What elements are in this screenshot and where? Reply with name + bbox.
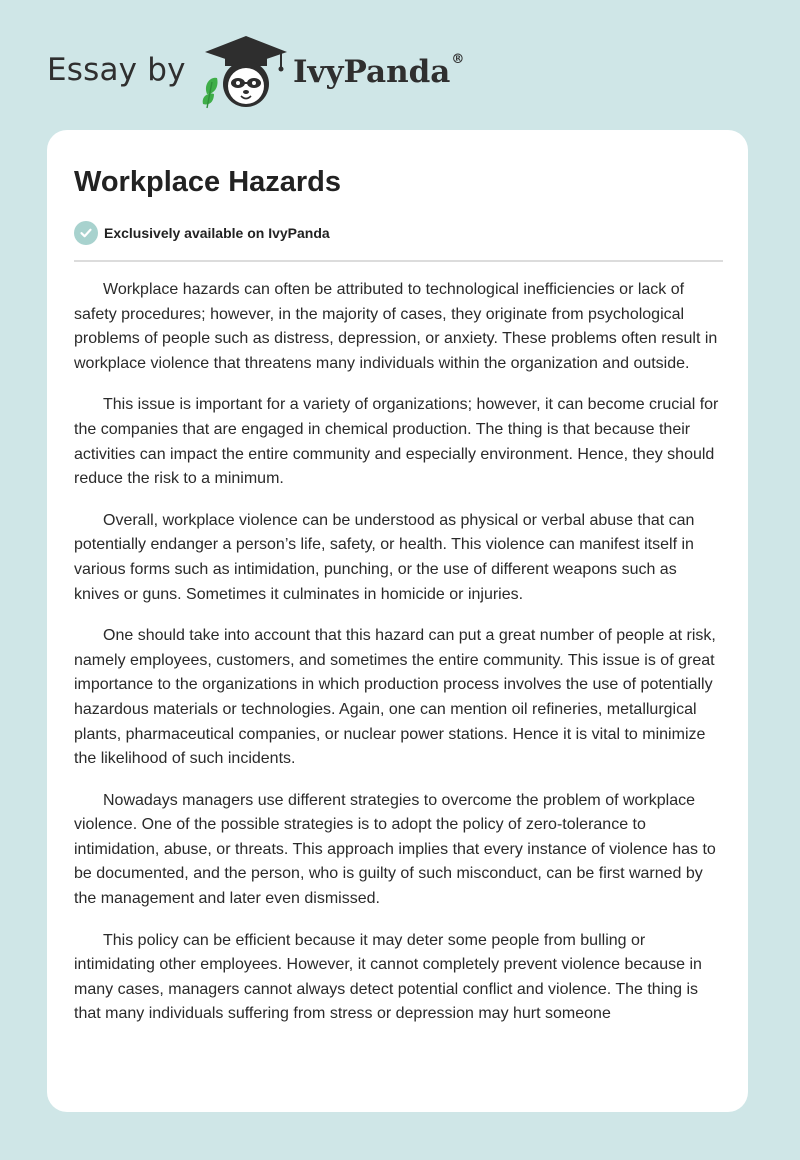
paragraph: One should take into account that this hazard can put a great number of people at risk, namely employees, customers, and sometimes the entire community. This issue is of great importance to the organizations in which production process involves the use of potentially hazardous materials or technologies. Again, one can mention oil refineries, metallurgical plants, pharmaceutical companies, or nuclear power stations. Hence it is vital to minimize the likelihood of such incidents. [74,627,716,768]
exclusive-badge-label: Exclusively available on IvyPanda [104,225,330,241]
paragraph: Workplace hazards can often be attributed to technological inefficiencies or lack of safety procedures; however, in the majority of cases, they originate from psychological problems of people such as distress, depression, or anxiety. These problems often result in workplace violence that threatens many individuals within the organization and outside. [74,281,718,372]
exclusive-badge [74,221,330,245]
panda-graduate-logo-icon[interactable] [201,34,291,110]
essay-body [74,278,725,1044]
paragraph: This issue is important for a variety of organizations; however, it can become crucial for the companies that are engaged in chemical production. The thing is that because their activities can impact the entire community and especially environment. Hence, they should reduce the risk to a minimum. [74,396,719,488]
divider [74,260,723,262]
essay-card [47,130,748,1112]
essay-by-label: Essay by [47,52,186,88]
paragraph: Overall, workplace violence can be understood as physical or verbal abuse that can potentially endanger a person’s life, safety, or health. This violence can manifest itself in various forms such as intimidation, punching, or the use of different weapons such as knives or guns. Sometimes it culminates in homicide or injuries. [74,511,695,603]
paragraph: This policy can be efficient because it may deter some people from bulling or intimidating other employees. However, it cannot completely prevent violence because in many cases, managers cannot always detect potential conflict and violence. The thing is that many individuals suffering from stress or depression may hurt someone [74,931,702,1023]
site-header [47,34,647,114]
brand-name[interactable] [293,54,464,90]
registered-mark: ® [451,52,465,67]
brand-text: IvyPanda [293,54,451,90]
page-title: Workplace Hazards [74,166,342,198]
paragraph: Nowadays managers use different strategies to overcome the problem of workplace violence. One of the possible strategies is to adopt the policy of zero-tolerance to intimidation, abuse, or threats. This approach implies that every instance of violence has to be documented, and the person, who is guilty of such misconduct, can be first warned by the management and later even dismissed. [74,791,716,908]
check-circle-icon [74,221,98,245]
